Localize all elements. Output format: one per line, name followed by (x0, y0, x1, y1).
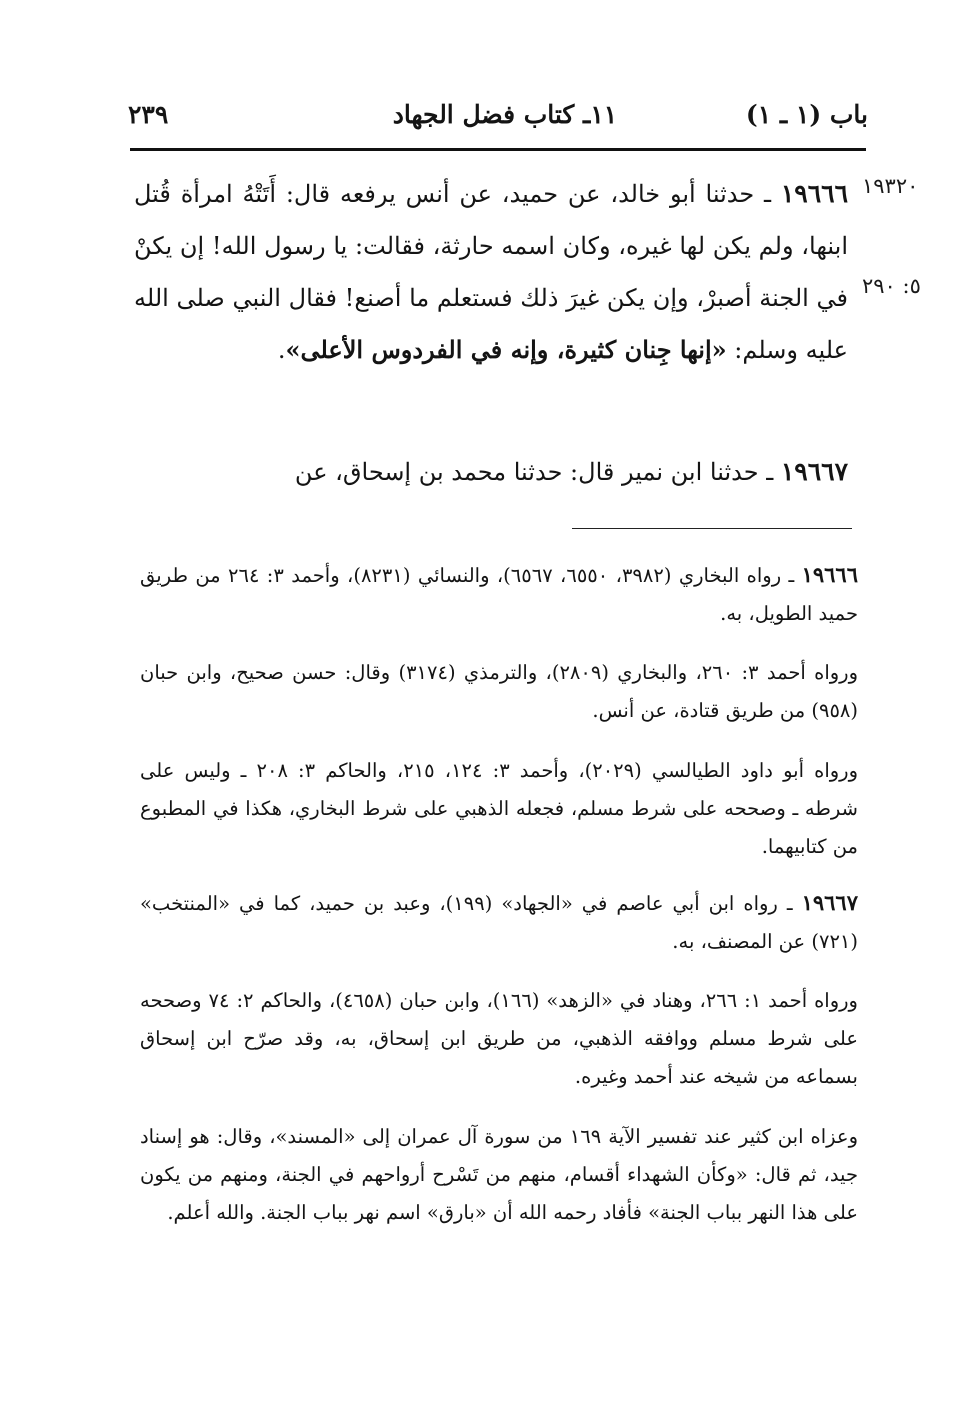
margin-reference-top: ١٩٣٢٠ (862, 174, 919, 198)
hadith-number: ١٩٦٦٧ (780, 457, 848, 486)
hadith-paragraph (134, 446, 848, 498)
footnote-3 (140, 752, 858, 866)
footnote-5 (140, 982, 858, 1096)
footnote-6 (140, 1118, 858, 1232)
hadith-end: . (277, 336, 286, 364)
footnote-paragraph: ورواه أحمد ٣: ٢٦٠، والبخاري (٢٨٠٩)، والترمذي (٣١٧٤) وقال: حسن صحيح، وابن حبان (٩٥٨) من طريق قتادة، عن أنس. (140, 661, 859, 722)
header-rule (130, 148, 866, 151)
hadith-paragraph (134, 168, 848, 376)
footnote-paragraph: ورواه أحمد ١: ٢٦٦، وهناد في «الزهد» (١٦٦)، وابن حبان (٤٦٥٨)، والحاكم ٢: ٧٤ وصححه على شرط مسلم ووافقه الذهبي، من طريق ابن إسحاق، به، وقد صرّح ابن إسحاق بسماعه من شيخه عند أحمد وغيره. (140, 989, 858, 1088)
section-reference: باب (١ ـ ١) (745, 100, 868, 129)
footnote-paragraph: ورواه أبو داود الطيالسي (٢٠٢٩)، وأحمد ٣: ١٢٤، ٢١٥، والحاكم ٣: ٢٠٨ ـ وليس على شرطه ـ وصححه على شرط مسلم، فجعله الذهبي على شرط البخاري، هكذا في المطبوع من كتابيهما. (140, 759, 858, 858)
running-header (120, 92, 872, 142)
footnote-text: ـ رواه البخاري (٣٩٨٢، ٦٥٥٠، ٦٥٦٧)، والنسائي (٨٢٣١)، وأحمد ٣: ٢٦٤ من طريق حميد الطويل، به. (140, 564, 858, 625)
hadith-text: ـ حدثنا أبو خالد، عن حميد، عن أنس يرفعه قال: أَتَتْهُ امرأة قُتل ابنها، ولم يكن لها غيره، وكان اسمه حارثة، فقالت: يا رسول الله! إن يكنْ في الجنة أصبرْ، وإن يكن غيرَ ذلك فستعلم ما أصنع! فقال النبي صلى الله عليه وسلم: (134, 180, 848, 364)
footnote-4 (140, 884, 858, 961)
page-number: ٢٣٩ (128, 100, 169, 129)
prophet-saying: «إنها جِنان كثيرة، وإنه في الفردوس الأعلى» (285, 335, 727, 364)
footnote-paragraph (140, 556, 858, 633)
hadith-19666 (134, 168, 848, 376)
footnote-2 (140, 654, 858, 730)
footnote-number: ١٩٦٦٧ (801, 890, 858, 915)
hadith-19667 (134, 446, 848, 498)
footnote-paragraph (140, 884, 858, 961)
chapter-title: ١١ـ كتاب فضل الجهاد (392, 100, 618, 129)
footnote-text: ـ رواه ابن أبي عاصم في «الجهاد» (١٩٩)، وعبد بن حميد، كما في «المنتخب» (٧٢١) عن المصنف، به. (140, 892, 858, 953)
hadith-text: ـ حدثنا ابن نمير قال: حدثنا محمد بن إسحاق، عن (294, 458, 781, 486)
margin-reference-volume-page: ٥: ٢٩٠ (862, 274, 921, 298)
footnote-separator (572, 528, 852, 529)
footnote-paragraph: وعزاه ابن كثير عند تفسير الآية ١٦٩ من سورة آل عمران إلى «المسند»، وقال: هو إسناد جيد، ثم قال: «وكأن الشهداء أقسام، منهم من تَسْرح أرواحهم في الجنة، ومنهم من يكون على هذا النهر بباب الجنة» فأفاد رحمه الله أن «بارق» اسم نهر بباب الجنة. والله أعلم. (140, 1125, 858, 1224)
footnote-1 (140, 556, 858, 633)
hadith-number: ١٩٦٦٦ (780, 179, 848, 208)
footnote-number: ١٩٦٦٦ (801, 562, 858, 587)
